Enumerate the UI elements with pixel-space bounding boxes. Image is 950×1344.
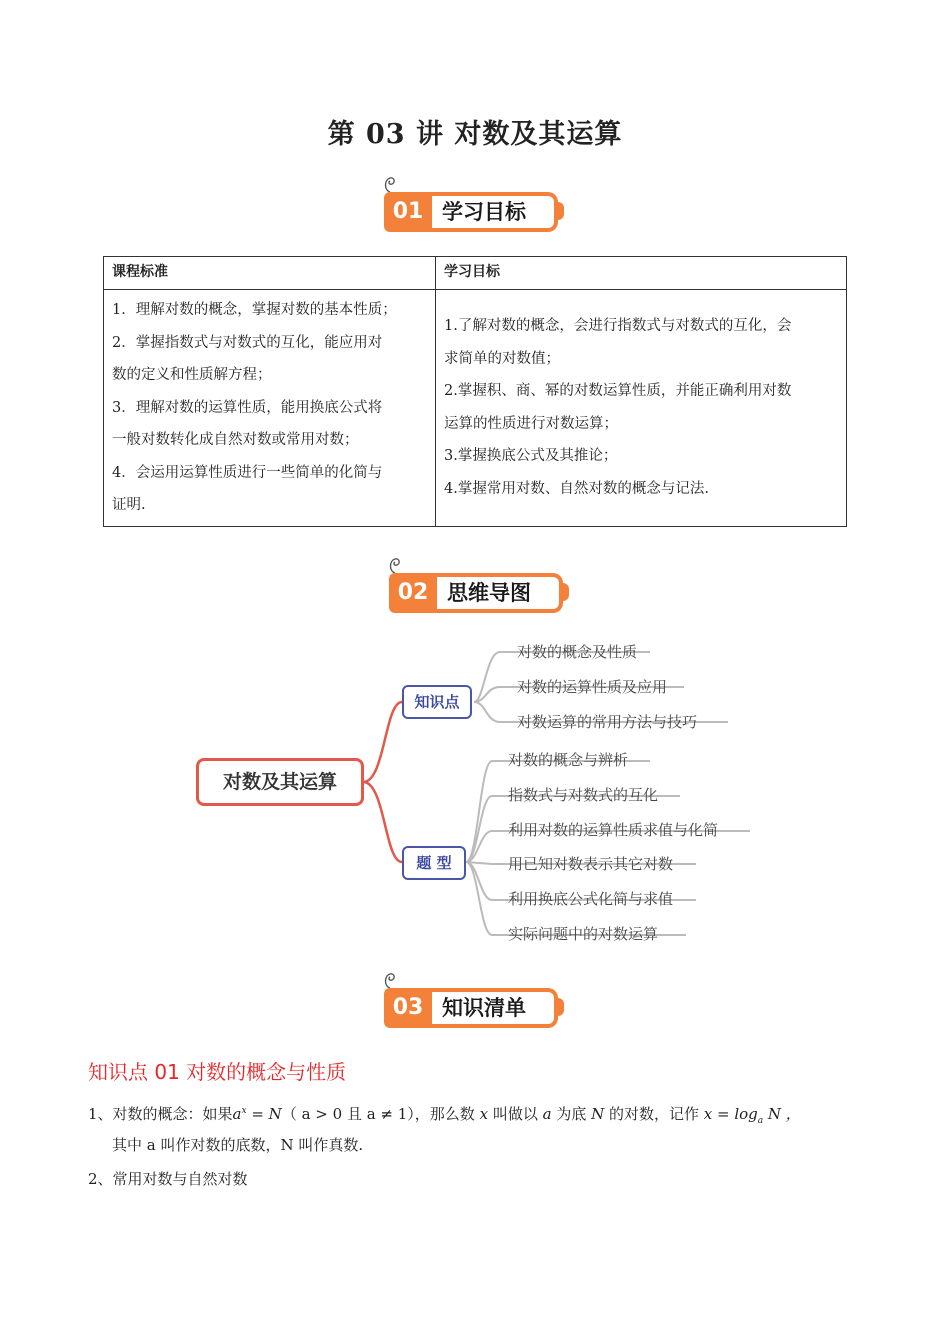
clip-icon	[387, 555, 403, 575]
math-exponent: x	[241, 1106, 247, 1116]
math-N: N	[591, 1105, 605, 1123]
objective-line: 1.了解对数的概念，会进行指数式与对数式的互化，会	[444, 318, 792, 335]
table-header-standards: 课程标准	[104, 257, 436, 290]
clip-icon	[382, 174, 398, 194]
objective-line: 求简单的对数值；	[444, 350, 560, 367]
mind-map-branch-knowledge: 知识点	[402, 685, 472, 719]
banner-label: 知识清单	[432, 988, 558, 1028]
definition-mid3: 的对数，记作	[604, 1105, 704, 1123]
standard-line: 4．会运用运算性质进行一些简单的化简与	[112, 464, 383, 481]
banner-label: 学习目标	[432, 192, 558, 232]
connector-root-branch1	[364, 702, 402, 782]
banner-tail	[559, 583, 569, 601]
mind-map-leaf: 对数的概念与辨析	[508, 751, 629, 769]
banner-tail	[554, 202, 564, 220]
mind-map-leaf: 对数运算的常用方法与技巧	[517, 713, 698, 731]
banner-label: 思维导图	[437, 573, 563, 613]
definition-mid: 叫做以	[488, 1105, 543, 1123]
math-base: a	[232, 1105, 242, 1123]
paragraph-2: 2、常用对数与自然对数	[88, 1170, 248, 1188]
standard-line: 1．理解对数的概念，掌握对数的基本性质；	[112, 302, 397, 318]
section-banner-01	[384, 178, 574, 238]
standard-line: 3．理解对数的运算性质，能用换底公式将	[112, 399, 383, 416]
mind-map-leaf: 指数式与对数式的互化	[508, 786, 659, 804]
mind-map	[190, 630, 770, 960]
objective-line: 运算的性质进行对数运算；	[444, 415, 618, 432]
mind-map-leaf: 用已知对数表示其它对数	[508, 855, 674, 873]
math-log-base: a	[757, 1116, 764, 1126]
standard-line: 数的定义和性质解方程；	[112, 367, 272, 383]
banner-number: 01	[384, 192, 432, 232]
standard-line: 一般对数转化成自然对数或常用对数；	[112, 432, 359, 448]
standards-cell	[104, 290, 436, 527]
section-banner-02	[389, 559, 579, 619]
definition-condition: （ a > 0 且 a ≠ 1），那么数	[281, 1105, 480, 1123]
mind-map-leaf: 对数的概念及性质	[517, 643, 638, 661]
definition-line-2: 其中 a 叫作对数的底数，N 叫作真数.	[112, 1136, 364, 1154]
objective-line: 4.掌握常用对数、自然对数的概念与记法.	[444, 480, 709, 497]
page-title: 第 03 讲 对数及其运算	[327, 119, 623, 150]
math-log-end: N ，	[763, 1105, 801, 1123]
definition-mid2: 为底	[551, 1105, 592, 1123]
section-banner-03	[384, 974, 574, 1034]
mind-map-branch-types: 题 型	[402, 846, 466, 880]
math-a: a	[542, 1105, 552, 1123]
connector-root-branch2	[364, 782, 402, 862]
objective-line: 2.掌握积、商、幂的对数运算性质，并能正确利用对数	[444, 383, 792, 400]
standard-line: 证明.	[112, 497, 146, 513]
objectives-cell	[436, 290, 847, 527]
mind-map-leaf: 对数的运算性质及应用	[517, 678, 668, 696]
math-eq-rest: = N	[246, 1105, 282, 1123]
clip-icon	[382, 970, 398, 990]
math-log: x = log	[703, 1105, 758, 1123]
knowledge-point-title: 知识点 01 对数的概念与性质	[88, 1060, 347, 1084]
math-x: x	[479, 1105, 489, 1123]
definition-prefix: 1、对数的概念：如果	[88, 1105, 233, 1123]
mind-map-leaf: 实际问题中的对数运算	[508, 925, 659, 943]
mind-map-root: 对数及其运算	[196, 758, 364, 806]
banner-tail	[554, 998, 564, 1016]
standard-line: 2．掌握指数式与对数式的互化，能应用对	[112, 334, 383, 351]
mind-map-leaf: 利用对数的运算性质求值与化简	[508, 821, 719, 839]
definition-paragraph	[88, 1100, 801, 1132]
banner-number: 03	[384, 988, 432, 1028]
mind-map-leaf: 利用换底公式化简与求值	[508, 890, 674, 908]
goals-table	[103, 256, 847, 527]
banner-number: 02	[389, 573, 437, 613]
objective-line: 3.掌握换底公式及其推论；	[444, 448, 618, 465]
table-header-objectives: 学习目标	[436, 257, 847, 290]
